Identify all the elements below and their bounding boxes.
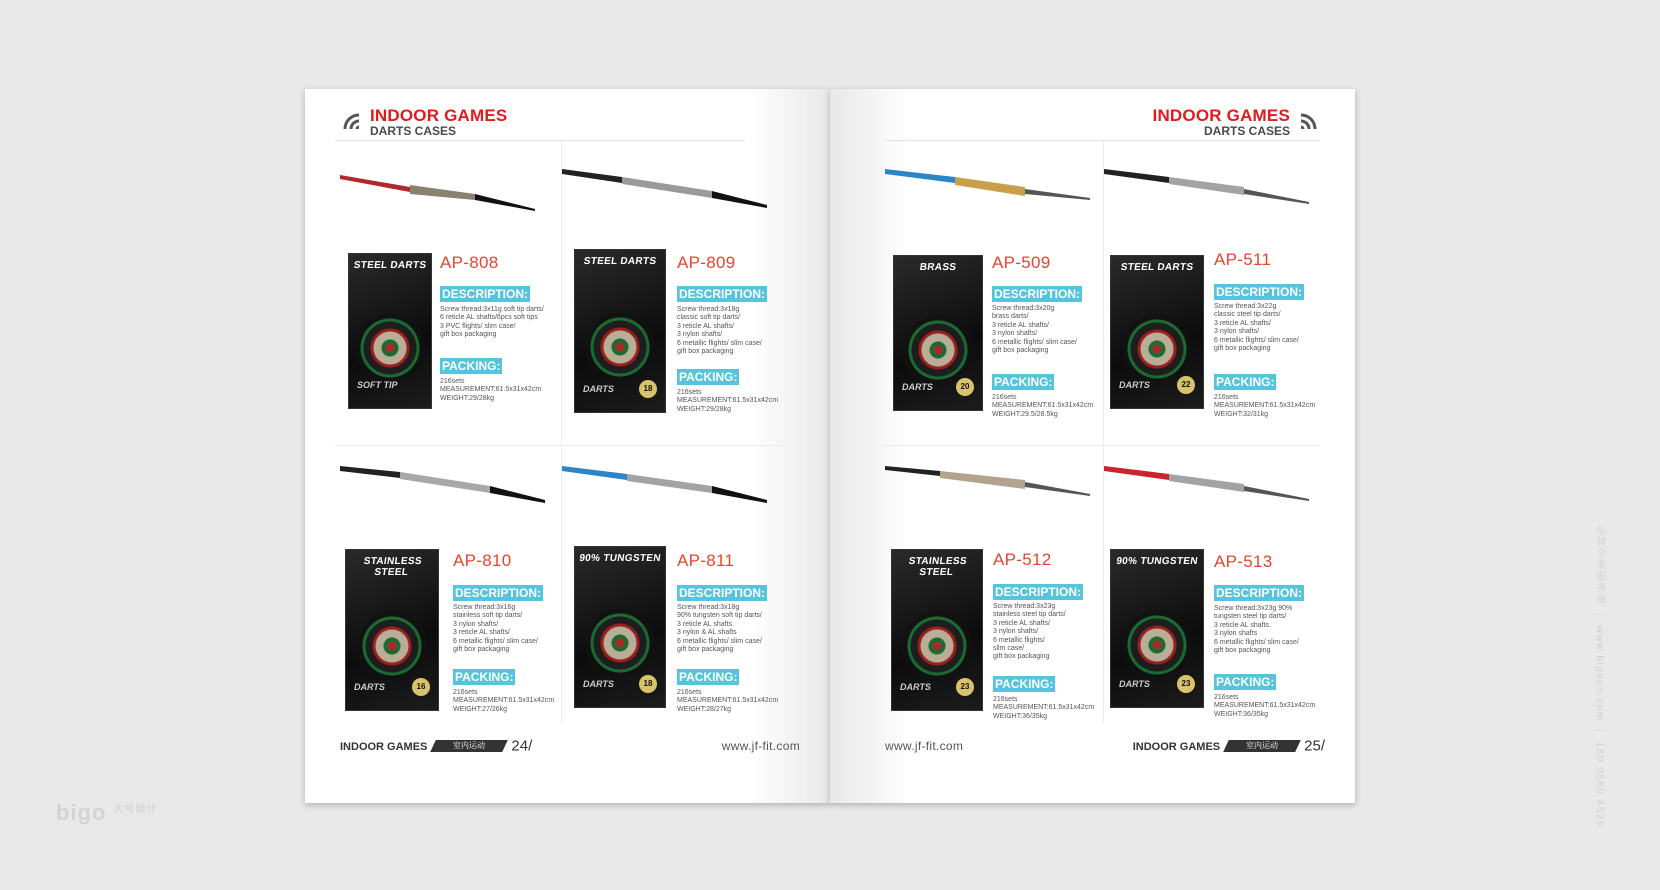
- description-label: DESCRIPTION:: [1216, 285, 1303, 299]
- packing-text: 216sets MEASUREMENT:61.5x31x42cm WEIGHT:32/31kg: [1214, 394, 1316, 418]
- page-number: 25/: [1304, 737, 1325, 755]
- description-text: Screw thread:3x23g stainless steel tip darts/ 3 reticle AL shafts/ 3 nylon shafts/ 6 metallic flights/ slim case/ gift box packaging: [993, 603, 1066, 661]
- product-code: AP-511: [1214, 250, 1272, 269]
- dartboard-image: [903, 315, 973, 385]
- packing-text: 216sets MEASUREMENT:61.5x31x42cm WEIGHT:29.5/28.5kg: [992, 394, 1094, 418]
- dartboard-image: [1122, 314, 1192, 384]
- product-code: AP-509: [992, 253, 1051, 272]
- grid-divider-horizontal: [335, 445, 785, 446]
- weight-badge: 18: [639, 380, 657, 398]
- footer-bar-text: 室内运动: [453, 740, 486, 750]
- packing-text: 216sets MEASUREMENT:61.5x31x42cm WEIGHT:29/28kg: [677, 389, 779, 413]
- description-label: DESCRIPTION:: [995, 585, 1082, 599]
- description-text: Screw thread:3x16g stainless soft tip darts/ 3 nylon shafts/ 3 reticle AL shafts/ 6 metallic flights/ slim case/ gift box packaging: [453, 604, 538, 654]
- packing-text: 216sets MEASUREMENT:61.5x31x42cm WEIGHT:36/35kg: [1214, 694, 1316, 718]
- header-rule: [335, 140, 745, 141]
- dart-image: [885, 167, 1095, 212]
- product-box: [574, 249, 666, 413]
- packing-text: 216sets MEASUREMENT:61.5x31x42cm WEIGHT:27/26kg: [453, 689, 555, 713]
- box-brand: STAINLESS STEEL: [362, 556, 423, 578]
- grid-divider-horizontal: [880, 445, 1320, 446]
- left-page: [305, 89, 830, 803]
- box-label: DARTS: [902, 382, 933, 392]
- dartboard-image: [585, 608, 655, 678]
- packing-text: 216sets MEASUREMENT:61.5x31x42cm WEIGHT:29/28kg: [440, 378, 542, 402]
- page-footer: [340, 737, 532, 757]
- description-text: Screw thread:3x23g 90% tungsten steel tip darts/ 3 reticle AL shafts. 3 nylon shafts 6 metallic flights/ slim case/ gift box packaging: [1214, 605, 1299, 655]
- product-box: [893, 255, 983, 411]
- weight-badge: 16: [412, 678, 430, 696]
- box-label: DARTS: [583, 384, 614, 394]
- dart-image: [340, 464, 550, 509]
- weight-badge: 20: [956, 378, 974, 396]
- description-label: DESCRIPTION:: [442, 287, 529, 301]
- dartboard-image: [357, 611, 427, 681]
- box-label: DARTS: [354, 682, 385, 692]
- dart-image: [562, 167, 772, 212]
- product-card: [340, 464, 570, 724]
- signal-waves-icon: [1293, 111, 1319, 131]
- dart-shaft: [340, 175, 410, 192]
- side-contact-text: 品牌全案服务商 ｜ www.bigocn.com ｜ 180 0560 4526: [1594, 525, 1605, 828]
- packing-label: PACKING:: [442, 359, 501, 373]
- page-footer: [1133, 737, 1325, 757]
- product-card: [562, 167, 792, 427]
- product-box: [348, 253, 432, 409]
- product-box: [574, 546, 666, 708]
- product-card: [562, 464, 792, 724]
- box-label: DARTS: [1119, 679, 1150, 689]
- description-label: DESCRIPTION:: [994, 287, 1081, 301]
- product-card: [1104, 464, 1334, 724]
- box-label: DARTS: [900, 682, 931, 692]
- page-number: 24/: [511, 737, 533, 755]
- description-text: Screw thread:3x20g brass darts/ 3 reticle AL shafts/ 3 nylon shafts/ 6 metallic flights/ slim case/ gift box packaging: [992, 305, 1077, 355]
- right-page: [830, 89, 1355, 803]
- product-card: [885, 464, 1115, 724]
- footer-bar-text: 室内运动: [1246, 740, 1279, 750]
- product-box: [891, 549, 983, 711]
- packing-label: PACKING:: [994, 375, 1053, 389]
- description-label: DESCRIPTION:: [1216, 586, 1303, 600]
- packing-text: 216sets MEASUREMENT:61.5x31x42cm WEIGHT:36/35kg: [993, 696, 1095, 720]
- footer-url: www.jf-fit.com: [721, 739, 800, 753]
- watermark-logo-text: bigo: [56, 800, 107, 825]
- weight-badge: 23: [956, 678, 974, 696]
- box-brand: STEEL DARTS: [582, 256, 658, 267]
- packing-label: PACKING:: [995, 677, 1054, 691]
- box-label: DARTS: [1119, 380, 1150, 390]
- footer-bar: [431, 740, 509, 752]
- weight-badge: 22: [1177, 376, 1195, 394]
- product-code: AP-808: [440, 253, 499, 272]
- product-card: [1104, 167, 1334, 427]
- dart-image: [885, 464, 1095, 509]
- description-label: DESCRIPTION:: [679, 287, 766, 301]
- footer-title: INDOOR GAMES: [1132, 741, 1221, 753]
- description-label: DESCRIPTION:: [679, 586, 766, 600]
- header-title: INDOOR GAMES: [370, 106, 508, 125]
- watermark-logo: [56, 800, 158, 826]
- weight-badge: 23: [1177, 675, 1195, 693]
- dartboard-image: [1122, 610, 1192, 680]
- box-label: DARTS: [583, 679, 614, 689]
- description-text: Screw thread:3x11g soft tip darts/ 6 reticle AL shafts/6pcs soft tips 3 PVC flights/ slim case/ gift box packaging: [440, 306, 544, 339]
- header-subtitle: DARTS CASES: [1203, 124, 1290, 138]
- packing-text: 216sets MEASUREMENT:61.5x31x42cm WEIGHT:28/27kg: [677, 689, 779, 713]
- product-box: [1110, 549, 1204, 708]
- dartboard-image: [902, 611, 972, 681]
- product-code: AP-809: [677, 253, 736, 272]
- product-card: [885, 167, 1115, 427]
- box-brand: STEEL DARTS: [352, 260, 428, 271]
- header-title: INDOOR GAMES: [1152, 106, 1290, 125]
- weight-badge: 18: [639, 675, 657, 693]
- header-subtitle: DARTS CASES: [370, 124, 457, 138]
- packing-label: PACKING:: [679, 670, 738, 684]
- page-header: [370, 107, 507, 137]
- dartboard-image: [585, 312, 655, 382]
- dart-image: [1104, 464, 1314, 509]
- footer-title: INDOOR GAMES: [340, 741, 428, 753]
- page-header: [1153, 107, 1290, 137]
- box-brand: 90% TUNGSTEN: [1115, 556, 1199, 567]
- watermark-small-text: 大可设计: [113, 804, 158, 815]
- signal-waves-icon: [341, 111, 367, 131]
- box-label: SOFT TIP: [357, 380, 398, 390]
- product-code: AP-810: [453, 551, 512, 570]
- box-brand: STAINLESS STEEL: [907, 556, 968, 578]
- product-box: [345, 549, 439, 711]
- product-code: AP-512: [993, 550, 1052, 569]
- product-card: [340, 167, 570, 427]
- box-brand: STEEL DARTS: [1119, 262, 1195, 273]
- dart-image: [340, 167, 540, 212]
- product-box: [1110, 255, 1204, 409]
- box-brand: BRASS: [918, 262, 958, 273]
- product-code: AP-513: [1214, 552, 1273, 571]
- packing-label: PACKING:: [1216, 675, 1275, 689]
- description-text: Screw thread:3x18g classic soft tip darts/ 3 reticle AL shafts/ 3 nylon shafts/ 6 metallic flights/ slim case/ gift box packaging: [677, 306, 762, 356]
- description-text: Screw thread:3x18g 90% tungsten soft tip darts/ 3 reticle AL shafts. 3 nylon & AL shafts 6 metallic flights/ slim case/ gift box packaging: [677, 604, 762, 654]
- packing-label: PACKING:: [679, 370, 738, 384]
- dart-image: [562, 464, 772, 509]
- packing-label: PACKING:: [455, 670, 514, 684]
- description-label: DESCRIPTION:: [455, 586, 542, 600]
- product-code: AP-811: [677, 551, 735, 570]
- packing-label: PACKING:: [1216, 375, 1275, 389]
- dart-image: [1104, 167, 1314, 212]
- box-brand: 90% TUNGSTEN: [578, 553, 662, 564]
- footer-bar: [1223, 740, 1301, 752]
- footer-url: www.jf-fit.com: [885, 739, 964, 753]
- description-text: Screw thread:3x22g classic steel tip darts/ 3 reticle AL shafts/ 3 nylon shafts/ 6 metallic flights/ slim case/ gift box packaging: [1214, 303, 1299, 353]
- dartboard-image: [355, 313, 425, 383]
